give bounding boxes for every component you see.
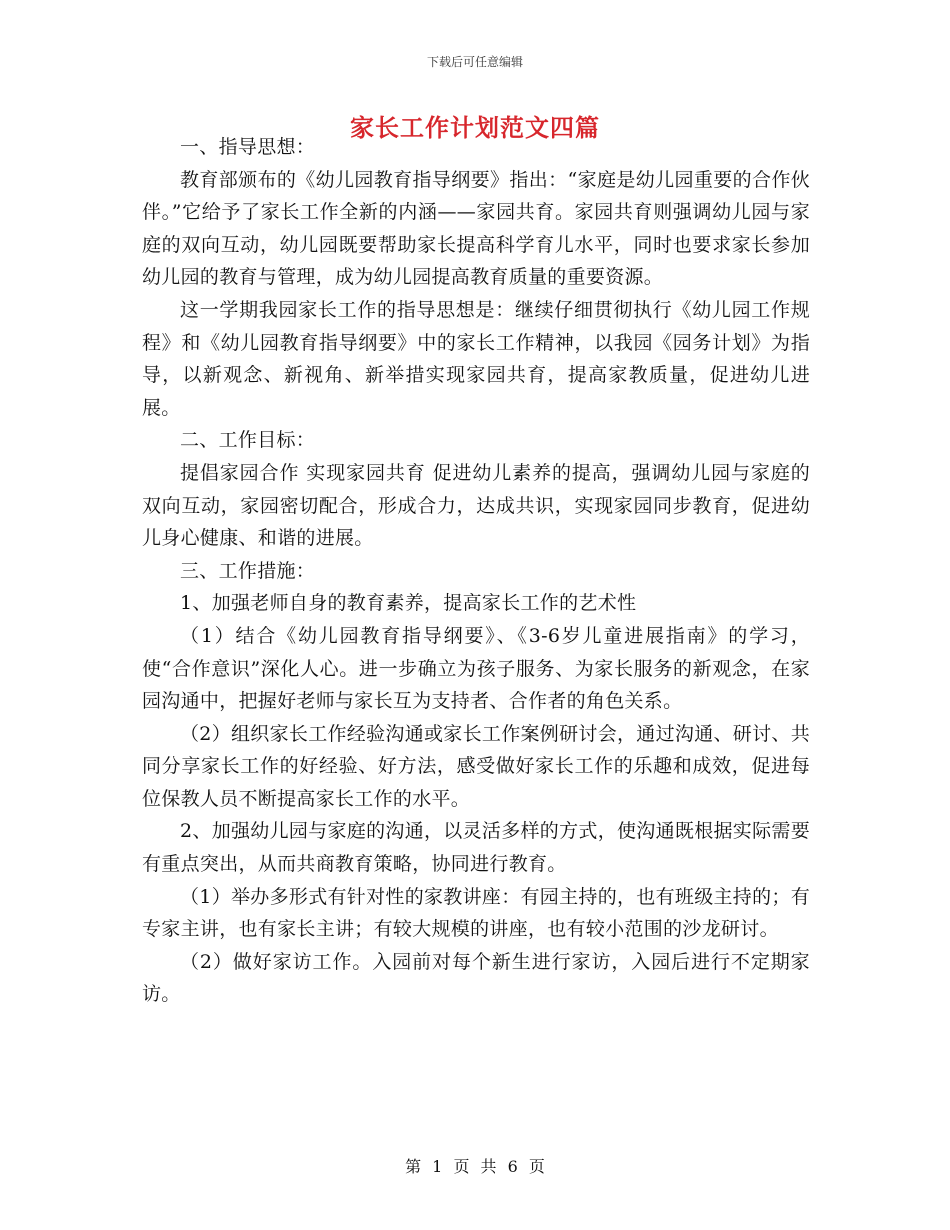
document-title: 家长工作计划范文四篇 xyxy=(350,113,600,142)
subheading-measure-2: 2、加强幼儿园与家庭的沟通，以灵活多样的方式，使沟通既根据实际需要有重点突出，从而共商教育策略，协同进行教育。 xyxy=(142,820,810,876)
document-body xyxy=(142,131,810,1011)
paragraph: 提倡家园合作 实现家园共育 促进幼儿素养的提高，强调幼儿园与家庭的双向互动，家园密切配合，形成合力，达成共识，实现家园同步教育，促进幼儿身心健康、和谐的进展。 xyxy=(142,461,810,550)
paragraph: （2）组织家长工作经验沟通或家长工作案例研讨会，通过沟通、研讨、共同分享家长工作的好经验、好方法，感受做好家长工作的乐趣和成效，促进每位保教人员不断提高家长工作的水平。 xyxy=(142,722,810,810)
subheading-measure-1: 1、加强老师自身的教育素养，提高家长工作的艺术性 xyxy=(180,592,637,615)
section-heading-guiding-thought: 一、指导思想： xyxy=(180,136,316,158)
section-heading-work-measures: 三、工作措施： xyxy=(180,559,316,582)
page-header-note: 下载后可任意编辑 xyxy=(426,55,523,69)
page-number-footer: 第 1 页 共 6 页 xyxy=(405,1157,545,1176)
paragraph: （1）举办多形式有针对性的家教讲座：有园主持的，也有班级主持的；有专家主讲，也有家长主讲；有较大规模的讲座，也有较小范围的沙龙研讨。 xyxy=(142,885,810,941)
paragraph: 这一学期我园家长工作的指导思想是：继续仔细贯彻执行《幼儿园工作规程》和《幼儿园教育指导纲要》中的家长工作精神，以我园《园务计划》为指导，以新观念、新视角、新举措实现家园共育，提高家教质量，促进幼儿进展。 xyxy=(142,298,810,419)
paragraph: （2）做好家访工作。入园前对每个新生进行家访，入园后进行不定期家访。 xyxy=(142,950,810,1006)
paragraph: （1）结合《幼儿园教育指导纲要》、《3-6岁儿童进展指南》的学习，使“合作意识”深化人心。进一步确立为孩子服务、为家长服务的新观念，在家园沟通中，把握好老师与家长互为支持者、合作者的角色关系。 xyxy=(142,624,810,713)
paragraph: 教育部颁布的《幼儿园教育指导纲要》指出：“家庭是幼儿园重要的合作伙伴。”它给予了家长工作全新的内涵——家园共育。家园共育则强调幼儿园与家庭的双向互动，幼儿园既要帮助家长提高科学育儿水平，同时也要求家长参加幼儿园的教育与管理，成为幼儿园提高教育质量的重要资源。 xyxy=(142,168,810,289)
section-heading-work-goals: 二、工作目标： xyxy=(180,429,316,452)
